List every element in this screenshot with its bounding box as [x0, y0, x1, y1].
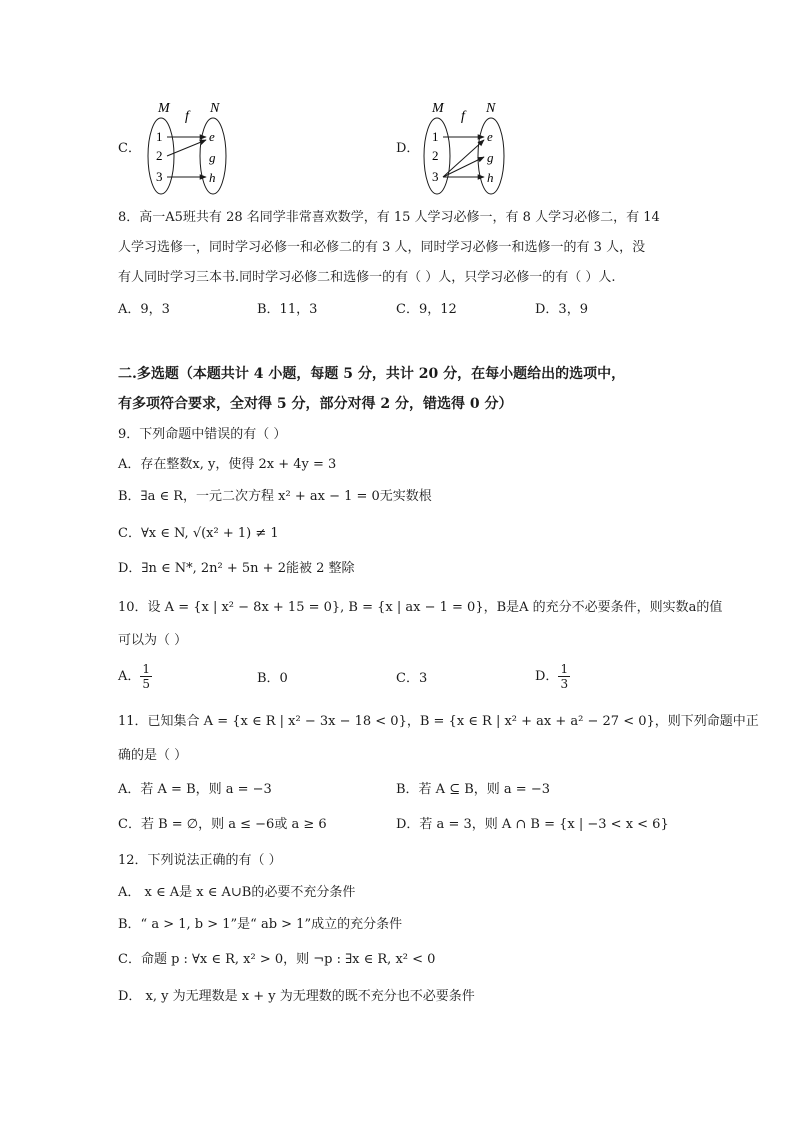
q11-option-b[interactable]: B．若 A ⊆ B，则 a = −3 [396, 782, 550, 797]
q8-option-d[interactable]: D．3，9 [535, 302, 588, 317]
q12-option-a[interactable]: A． x ∈ A是 x ∈ A∪B的必要不充分条件 [118, 885, 356, 900]
set-m-label: M [158, 101, 170, 116]
right-element-h: h [209, 170, 216, 185]
q9-stem: 9．下列命题中错误的有（ ） [118, 427, 287, 442]
q7-diagram-d [418, 96, 518, 202]
q10-option-b[interactable]: B．0 [257, 671, 288, 686]
map-f-label: f [185, 109, 189, 124]
q10-stem-line-2: 可以为（ ） [118, 633, 188, 648]
q8-option-b[interactable]: B．11，3 [257, 302, 318, 317]
left-element-3: 3 [432, 169, 439, 184]
q11-option-a[interactable]: A．若 A = B，则 a = −3 [118, 782, 272, 797]
section-2-heading-line-2: 有多项符合要求，全对得 5 分，部分对得 2 分，错选得 0 分） [118, 396, 513, 412]
right-element-e: e [209, 129, 215, 144]
set-n-label: N [486, 101, 496, 116]
q9-option-b[interactable]: B．∃a ∈ R，一元二次方程 x² + ax − 1 = 0无实数根 [118, 489, 432, 504]
left-element-2: 2 [432, 148, 439, 163]
q9-option-c[interactable]: C．∀x ∈ N, √(x² + 1) ≠ 1 [118, 526, 279, 541]
set-m-label: M [432, 101, 444, 116]
section-2-heading-line-1: 二.多选题（本题共计 4 小题，每题 5 分，共计 20 分，在每小题给出的选项中， [118, 366, 626, 382]
q9-option-a[interactable]: A．存在整数x, y，使得 2x + 4y = 3 [118, 457, 337, 472]
fraction-one-third: $\frac{1}{3}$ [560, 662, 569, 691]
q8-option-a[interactable]: A．9，3 [118, 302, 170, 317]
map-f-label: f [461, 109, 465, 124]
q9-option-d[interactable]: D．∃n ∈ N*, 2n² + 5n + 2能被 2 整除 [118, 561, 355, 576]
q8-option-c[interactable]: C．9，12 [396, 302, 457, 317]
q11-option-d[interactable]: D．若 a = 3，则 A ∩ B = {x | −3 < x < 6} [396, 817, 669, 832]
right-element-g: g [487, 150, 494, 165]
q11-stem-line-1: 11．已知集合 A = {x ∈ R | x² − 3x − 18 < 0}，B = {x ∈ R | x² + ax + a² − 27 < 0}，则下列命题中正 [118, 714, 759, 729]
q10-option-d[interactable] [535, 662, 570, 691]
q11-option-c[interactable]: C．若 B = ∅，则 a ≤ −6或 a ≥ 6 [118, 817, 327, 832]
right-element-e: e [487, 129, 493, 144]
q8-stem-line-3: 有人同时学习三本书.同时学习必修二和选修一的有（ ）人，只学习必修一的有（ ）人. [118, 270, 616, 285]
right-element-h: h [487, 170, 494, 185]
q10-stem-line-1: 10．设 A = {x | x² − 8x + 15 = 0}, B = {x | ax − 1 = 0}，B是A 的充分不必要条件，则实数a的值 [118, 600, 723, 615]
q7-option-c-label[interactable]: C． [118, 141, 141, 156]
q8-stem-line-2: 人学习选修一，同时学习必修一和必修二的有 3 人，同时学习必修一和选修一的有 3 人，没 [118, 240, 646, 255]
q10-option-c[interactable]: C．3 [396, 671, 428, 686]
left-element-2: 2 [156, 148, 163, 163]
q7-option-d-label[interactable]: D． [396, 141, 420, 156]
left-element-1: 1 [432, 129, 439, 144]
q7-diagram-c [140, 96, 240, 202]
left-element-3: 3 [156, 169, 163, 184]
q10-option-d-label: D． [535, 669, 559, 684]
q10-option-a[interactable] [118, 662, 152, 691]
right-element-g: g [209, 150, 216, 165]
q10-option-a-label: A． [118, 669, 141, 684]
q12-stem: 12．下列说法正确的有（ ） [118, 853, 282, 868]
q11-stem-line-2: 确的是（ ） [118, 748, 188, 763]
set-n-label: N [210, 101, 220, 116]
q12-option-d[interactable]: D． x, y 为无理数是 x + y 为无理数的既不充分也不必要条件 [118, 989, 475, 1004]
fraction-one-fifth: $\frac{1}{5}$ [142, 662, 151, 691]
q8-stem-line-1: 8．高一A5班共有 28 名同学非常喜欢数学，有 15 人学习必修一，有 8 人学习必修二，有 14 [118, 210, 660, 225]
q12-option-c[interactable]: C．命题 p : ∀x ∈ R, x² > 0，则 ¬p : ∃x ∈ R, x² < 0 [118, 952, 436, 967]
left-element-1: 1 [156, 129, 163, 144]
q12-option-b[interactable]: B．“ a > 1, b > 1”是“ ab > 1”成立的充分条件 [118, 917, 403, 932]
